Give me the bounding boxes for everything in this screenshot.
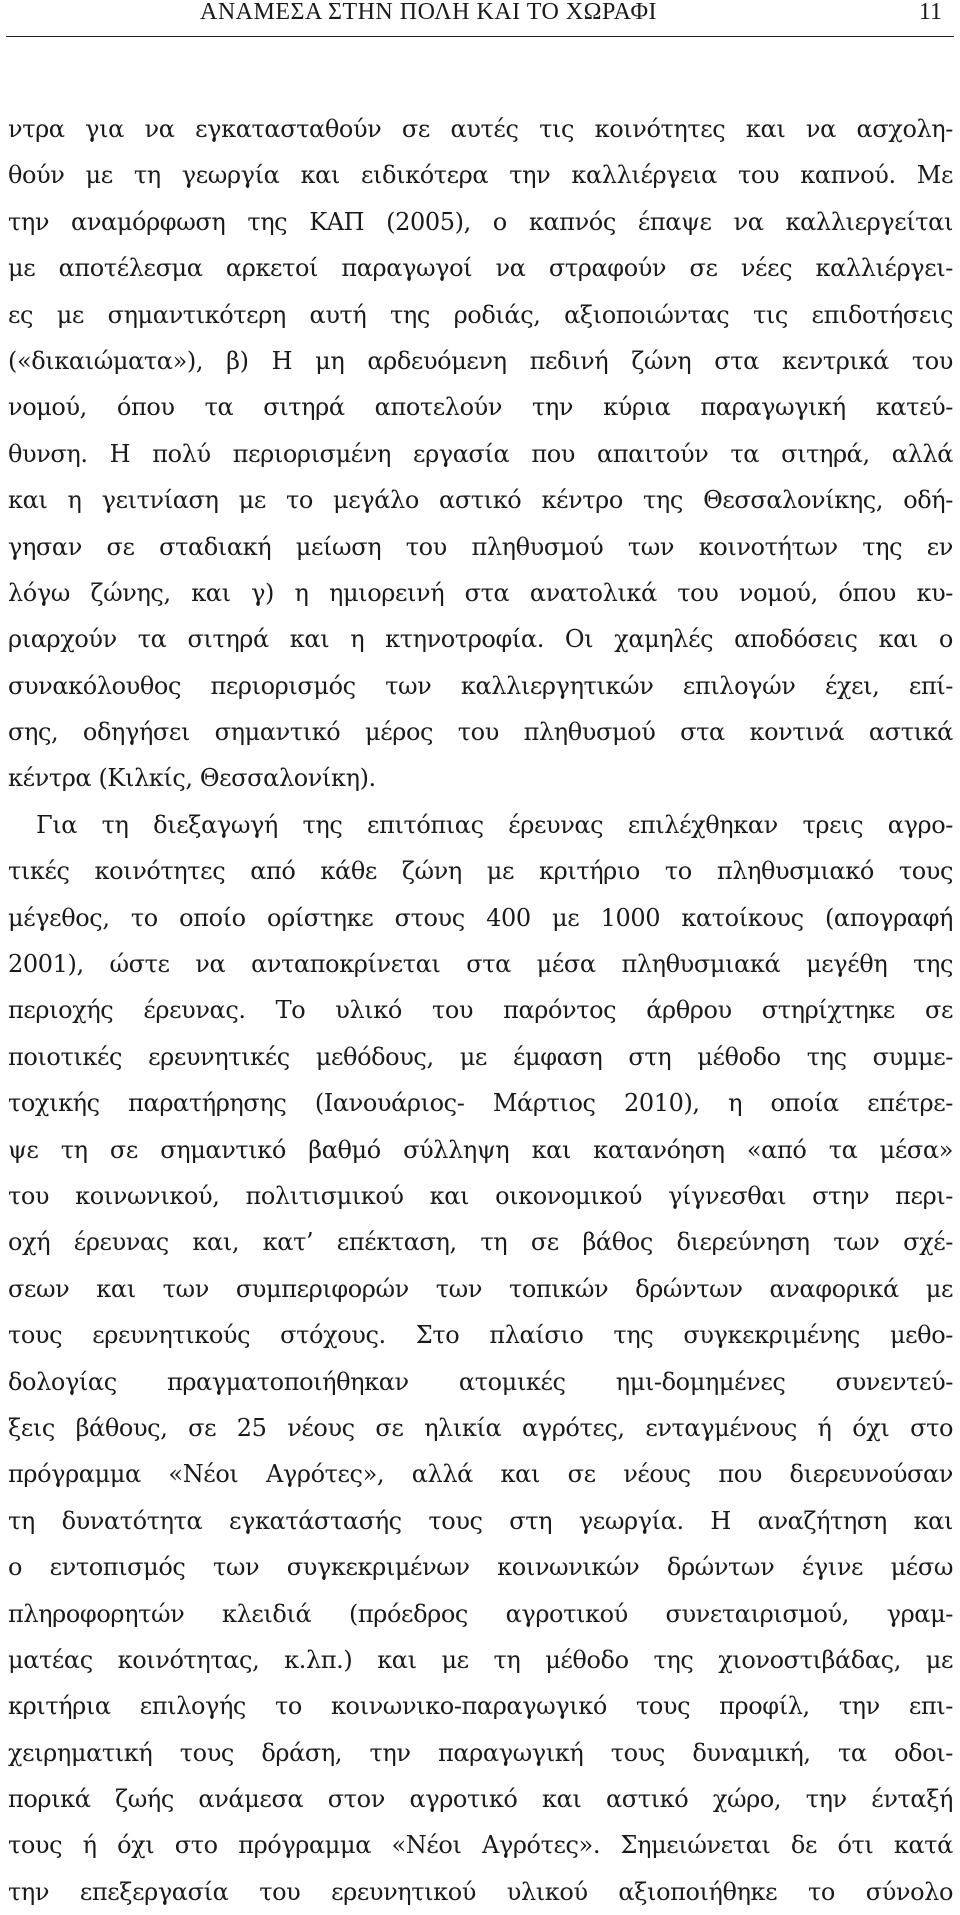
- text-line: ριαρχούν τα σιτηρά και η κτηνοτροφία. Οι χαμηλές αποδόσεις και ο: [8, 625, 953, 654]
- text-line: νομού, όπου τα σιτηρά αποτελούν την κύρια παραγωγική κατεύ-: [8, 393, 953, 422]
- text-line: («δικαιώματα»), β) Η μη αρδευόμενη πεδινή ζώνη στα κεντρικά του: [8, 346, 953, 375]
- text-line: ποιοτικές ερευνητικές μεθόδους, με έμφαση στη μέθοδο της συμμε-: [8, 1042, 953, 1071]
- running-header: [6, 0, 954, 37]
- text-line: πληροφορητών κλειδιά (πρόεδρος αγροτικού συνεταιρισμού, γραμ-: [8, 1599, 953, 1628]
- text-line: λόγω ζώνης, και γ) η ημιορεινή στα ανατολικά του νομού, όπου κυ-: [8, 578, 953, 607]
- text-line: τους ή όχι στο πρόγραμμα «Νέοι Αγρότες». Σημειώνεται δε ότι κατά: [8, 1831, 953, 1860]
- text-line: με αποτέλεσμα αρκετοί παραγωγοί να στραφούν σε νέες καλλιέργει-: [8, 254, 953, 283]
- text-line: ο εντοπισμός των συγκεκριμένων κοινωνικών δρώντων έγινε μέσω: [8, 1553, 953, 1582]
- text-line: τικές κοινότητες από κάθε ζώνη με κριτήριο το πληθυσμιακό τους: [8, 857, 953, 886]
- text-line: συνακόλουθος περιορισμός των καλλιεργητικών επιλογών έχει, επί-: [8, 671, 953, 700]
- paragraph: [8, 802, 953, 1915]
- text-line: σεων και των συμπεριφορών των τοπικών δρώντων αναφορικά με: [8, 1274, 953, 1303]
- text-line: οχή έρευνας και, κατ’ επέκταση, τη σε βάθος διερεύνηση των σχέ-: [8, 1228, 953, 1257]
- text-line: του κοινωνικού, πολιτισμικού και οικονομικού γίγνεσθαι στην περι-: [8, 1181, 953, 1210]
- text-line: μέγεθος, το οποίο ορίστηκε στους 400 με 1000 κατοίκους (απογραφή: [8, 903, 953, 932]
- text-line: δολογίας πραγματοποιήθηκαν ατομικές ημι-δομημένες συνεντεύ-: [8, 1367, 953, 1396]
- text-line: κριτήρια επιλογής το κοινωνικο-παραγωγικό τους προφίλ, την επι-: [8, 1692, 953, 1721]
- text-line: την επεξεργασία του ερευνητικού υλικού αξιοποιήθηκε το σύνολο: [8, 1877, 953, 1906]
- text-line: πρόγραμμα «Νέοι Αγρότες», αλλά και σε νέους που διερευνούσαν: [8, 1460, 953, 1489]
- text-line: γησαν σε σταδιακή μείωση του πληθυσμού των κοινοτήτων της εν: [8, 532, 953, 561]
- text-line: 2001), ώστε να ανταποκρίνεται στα μέσα πληθυσμιακά μεγέθη της: [8, 950, 953, 979]
- text-line: ες με σημαντικότερη αυτή της ροδιάς, αξιοποιώντας τις επιδοτήσεις: [8, 300, 953, 329]
- text-line: πορικά ζωής ανάμεσα στον αγροτικό και αστικό χώρο, την ένταξή: [8, 1785, 953, 1814]
- text-line: ξεις βάθους, σε 25 νέους σε ηλικία αγρότες, ενταγμένους ή όχι στο: [8, 1413, 953, 1442]
- text-line: σης, οδηγήσει σημαντικό μέρος του πληθυσμού στα κοντινά αστικά: [8, 718, 953, 747]
- text-line: τους ερευνητικούς στόχους. Στο πλαίσιο της συγκεκριμένης μεθο-: [8, 1321, 953, 1350]
- body-text: [8, 106, 953, 1915]
- text-line: περιοχής έρευνας. Το υλικό του παρόντος άρθρου στηρίχτηκε σε: [8, 996, 953, 1025]
- text-line: και η γειτνίαση με το μεγάλο αστικό κέντρο της Θεσσαλονίκης, οδή-: [8, 486, 953, 515]
- text-line: ντρα για να εγκατασταθούν σε αυτές τις κοινότητες και να ασχολη-: [8, 115, 953, 143]
- text-line: Για τη διεξαγωγή της επιτόπιας έρευνας επιλέχθηκαν τρεις αγρο-: [36, 810, 953, 839]
- text-line: την αναμόρφωση της ΚΑΠ (2005), ο καπνός έπαψε να καλλιεργείται: [8, 207, 953, 236]
- text-line: τη δυνατότητα εγκατάστασής τους στη γεωργία. Η αναζήτηση και: [8, 1506, 953, 1535]
- text-line: θούν με τη γεωργία και ειδικότερα την καλλιέργεια του καπνού. Με: [8, 161, 953, 190]
- text-line: κέντρα (Κιλκίς, Θεσσαλονίκη).: [8, 764, 376, 793]
- text-line: θυνση. Η πολύ περιορισμένη εργασία που απαιτούν τα σιτηρά, αλλά: [8, 439, 953, 468]
- text-line: τοχικής παρατήρησης (Ιανουάριος- Μάρτιος 2010), η οποία επέτρε-: [8, 1089, 953, 1118]
- text-line: ματέας κοινότητας, κ.λπ.) και με τη μέθοδο της χιονοστιβάδας, με: [8, 1645, 953, 1674]
- paragraph: [8, 106, 953, 802]
- running-title: ΑΝΑΜΕΣΑ ΣΤΗΝ ΠΟΛΗ ΚΑΙ ΤΟ ΧΩΡΑΦΙ: [200, 0, 658, 25]
- text-line: χειρηματική τους δράση, την παραγωγική τους δυναμική, τα οδοι-: [8, 1738, 953, 1767]
- text-line: ψε τη σε σημαντικό βαθμό σύλληψη και κατανόηση «από τα μέσα»: [8, 1135, 953, 1164]
- page-number: 11: [918, 0, 942, 25]
